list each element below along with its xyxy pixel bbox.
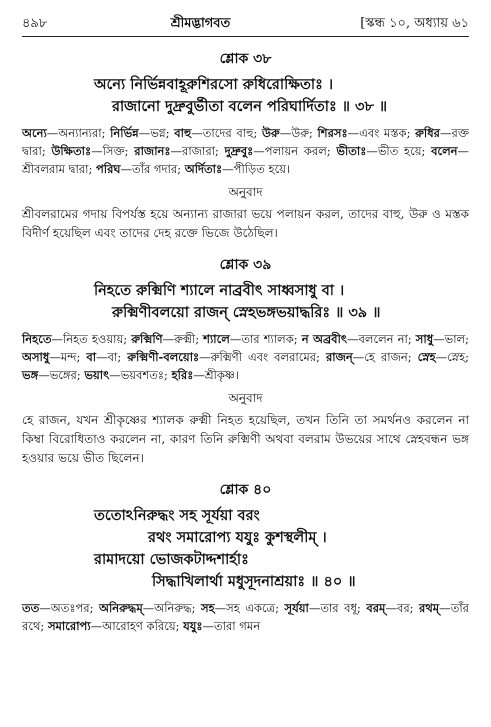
sloka-title: শ্লোক ৪০ [219,482,272,498]
synonym-meaning: সহ একত্রে [226,601,276,615]
synonym-word: স্নেহ [417,350,436,364]
synonym-meaning: মন্দ [60,350,77,364]
synonym-word: উরু [261,126,280,140]
synonyms: অন্যে—অন্যান্যরা; নির্ভিন্ন—ভগ্ন; বাহু—তাদের বাহু; উরু—উরু; শিরসঃ—এবং মস্তক; রুধির—রক্ত দ্বারা; উক্ষিতাঃ—সিক্ত; রাজানঃ—রাজারা; দুদ্রুবুঃ—পলায়ন করল; ভীতাঃ—ভীত হয়ে; বলেন—শ্রীবলরাম দ্বারা; পরিঘ—তাঁর গদার; অর্দিতাঃ—পীড়িত হয়ে। [22,126,470,176]
verse-text [22,280,469,324]
synonym-meaning: রুক্মিণী এবং বলরামের [210,350,317,364]
sloka-title: শ্লোক ৩৯ [219,257,272,273]
synonym-word: রুক্মিণী-বলয়োঃ [127,350,200,364]
sloka-39 [22,253,469,468]
synonym-word: বলেন [431,144,458,158]
synonym-meaning: বললেন না [358,332,408,346]
synonym-word: রাজন্ [325,350,353,364]
synonym-word: ভীতাঃ [336,144,367,158]
verse-line: রামাদয়ো ভোজকটাদ্দশার্হাঃ [94,551,249,568]
synonym-meaning: তাঁর রথে [22,601,469,633]
synonym-word: সাধু [415,332,434,346]
synonym-word: নিহতে [22,332,52,346]
translation-heading: অনুবাদ [228,185,263,199]
synonym-meaning: হে রাজন [364,350,408,364]
verse-text [22,505,469,593]
synonym-word: উক্ষিতাঃ [51,144,92,158]
synonym-meaning: বর [396,601,410,615]
synonym-word: অনিরুদ্ধম্ [98,601,143,615]
verse-text [22,74,469,118]
synonym-meaning: ভগ্ন [150,126,166,140]
sloka-38 [22,47,469,243]
synonym-word: বা [86,350,97,364]
book-page [22,14,469,635]
verse-line: অন্যে নির্ভিন্নবাহূরুশিরসো রুধিরোক্ষিতাঃ । [94,76,334,93]
synonym-word: দুদ্রুবুঃ [224,144,254,158]
synonym-meaning: ভাল [444,332,466,346]
synonym-word: শিরসঃ [317,126,348,140]
synonym-word: হরিঃ [171,368,194,382]
synonym-meaning: স্নেহ [447,350,466,364]
verse-line: সিদ্ধাখিলার্থা মধুসূদনাশ্রয়াঃ ॥ ৪০ ॥ [152,573,356,590]
synonym-word: রাজানঃ [134,144,171,158]
synonym-word: যযুঃ [183,619,203,633]
synonym-meaning: পলায়ন করল [264,144,327,158]
synonym-meaning: রক্ত দ্বারা [22,126,469,158]
synonym-word: ভঙ্গ [22,368,39,382]
synonym-word: অর্দিতাঃ [184,162,223,176]
synonym-meaning: রাজারা [182,144,215,158]
sloka-title: শ্লোক ৩৮ [219,51,272,67]
synonym-word: রুধির [415,126,440,140]
synonym-word: ভয়াৎ [84,368,110,382]
synonyms: তত—অতঃপর; অনিরুদ্ধম্—অনিরুদ্ধ; সহ—সহ একত্রে; সূর্যয়া—তার বধূ; বরম্—বর; রথম্—তাঁর রথে; সমারোপ্য—আরোহণ করিয়ে; যযুঃ—তারা গমন [22,601,469,633]
synonym-meaning: অনিরুদ্ধ [154,601,192,615]
synonym-meaning: ভয়বশতঃ [120,368,165,382]
synonyms: নিহতে—নিহত হওয়ায়; রুক্মিণি—রুক্মী; শ্যালে—তার শ্যালক; ন অব্রবীৎ—বললেন না; সাধু—ভাল; অসাধু—মন্দ; বা—বা; রুক্মিণী-বলয়োঃ—রুক্মিণী এবং বলরামের; রাজন্—হে রাজন; স্নেহ—স্নেহ; ভঙ্গ—ভঙ্গের; ভয়াৎ—ভয়বশতঃ; হরিঃ—শ্রীকৃষ্ণ। [22,332,470,382]
synonym-meaning: তার শ্যালক [241,332,294,346]
synonym-meaning: শ্রীবলরাম দ্বারা [22,162,89,176]
synonym-word: পরিঘ [96,162,121,176]
synonym-word: সহ [200,601,215,615]
synonym-word: সূর্যয়া [284,601,309,615]
synonym-meaning: পীড়িত হয়ে [233,162,286,176]
synonym-meaning: তার বধূ [320,601,357,615]
synonym-meaning: তারা গমন [214,619,261,633]
synonym-meaning: এবং মস্তক [359,126,407,140]
sloka-40 [22,478,469,635]
synonym-word: অসাধু [22,350,50,364]
translation-heading: অনুবাদ [228,391,263,405]
chapter-reference: [স্কন্ধ ১০, অধ্যায় ৬১ [360,16,469,31]
synonym-meaning: তাদের বাহু [202,126,254,140]
synonym-word: শ্যালে [203,332,230,346]
synonym-meaning: তাঁর গদার [132,162,178,176]
header-rule [22,36,469,37]
synonym-meaning: ভীত হয়ে [377,144,422,158]
synonym-meaning: রুক্মী [174,332,196,346]
verse-line: ততোঽনিরুদ্ধং সহ সূর্যয়া বরং [94,507,260,524]
synonym-meaning: বা [107,350,118,364]
synonym-word: নির্ভিন্ন [110,126,139,140]
synonym-word: তত [22,601,40,615]
page-number: ৪৯৮ [22,16,48,31]
synonym-word: ন অব্রবীৎ [301,332,348,346]
synonym-meaning: আরোহণ করিয়ে [102,619,176,633]
synonym-word: রথম্ [419,601,440,615]
synonym-meaning: অতঃপর [50,601,90,615]
synonym-word: রুক্মিণি [131,332,163,346]
synonym-meaning: অন্যান্যরা [58,126,102,140]
synonym-meaning: সিক্ত [102,144,125,158]
book-title: শ্রীমদ্ভাগবত [170,16,231,31]
synonym-word: বরম্ [366,601,386,615]
translation-text: শ্রীবলরামের গদায় বিপর্যস্ত হয়ে অন্যান্য রাজারা ভয়ে পলায়ন করল, তাদের বাহু, উরু ও মস্তক বিদীর্ণ হয়েছিল এবং তাদের দেহ রক্তে ভিজে উঠেছিল। [22,207,469,240]
verse-line: রথং সমারোপ্য যযুঃ কুশস্থলীম্ । [148,529,327,546]
synonym-word: অন্যে [22,126,47,140]
synonym-word: বাহু [174,126,192,140]
verse-line: রুক্মিণীবলয়ো রাজন্ স্নেহভঙ্গভয়াদ্ধরিঃ ॥ ৩৯ ॥ [112,304,381,321]
translation-text: হে রাজন, যখন শ্রীকৃষ্ণের শ্যালক রুক্মী নিহত হয়েছিল, তখন তিনি তা সমর্থনও করলেন না কিম্বা বিরোধিতাও করলেন না, কারণ তিনি রুক্মিণী অথবা বলরাম উভয়ের সাথে স্নেহবন্ধন ভঙ্গ হওয়ার ভয়ে ভীত ছিলেন। [22,413,469,465]
running-header [22,14,469,34]
synonym-meaning: ভঙ্গের [49,368,77,382]
synonym-word: সমারোপ্য [47,619,91,633]
synonym-meaning: উরু [291,126,310,140]
verse-line: নিহতে রুক্মিণি শ্যালে নাব্রবীৎ সাধ্বসাধু বা । [94,282,345,299]
verse-line: রাজানো দুদ্রুবুর্ভীতা বলেন পরিঘার্দিতাঃ ॥ ৩৮ ॥ [112,98,388,115]
synonym-meaning: নিহত হওয়ায় [62,332,124,346]
synonym-meaning: শ্রীকৃষ্ণ [204,368,235,382]
